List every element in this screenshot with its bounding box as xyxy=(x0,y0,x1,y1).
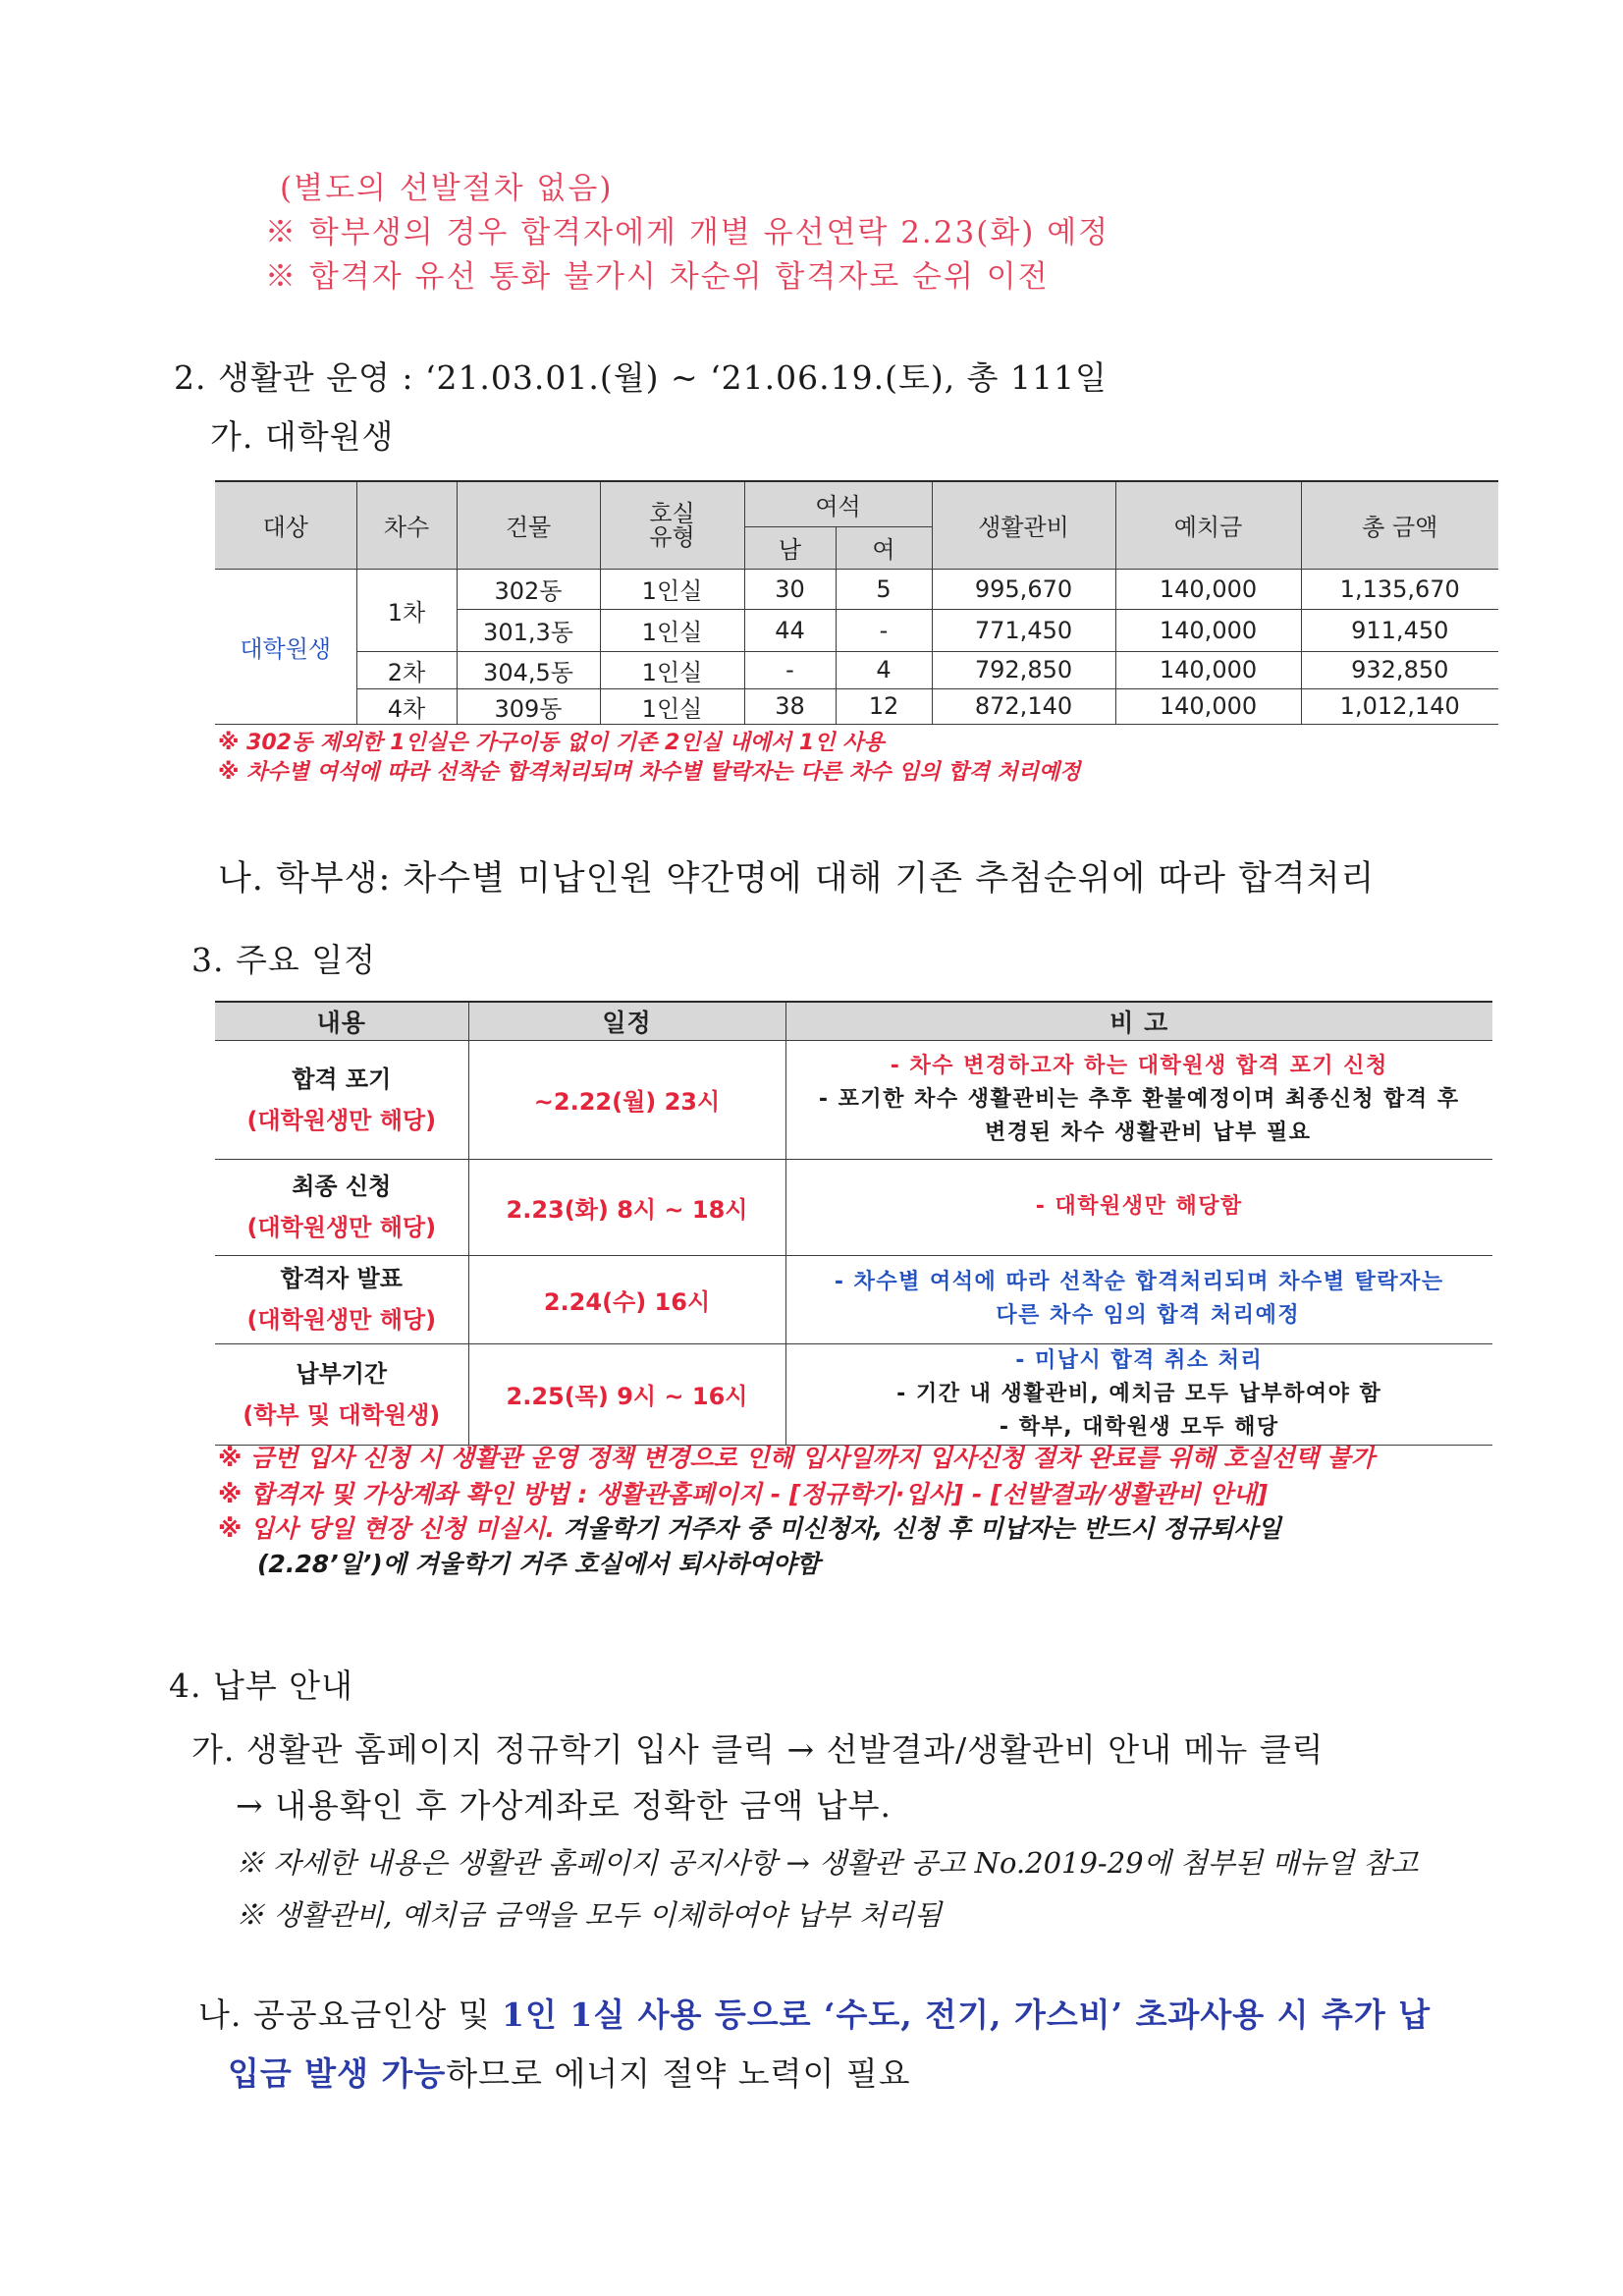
grad-table-note-single-room: ※ 302동 제외한 1인실은 가구이동 없이 기존 2인실 내에서 1인 사용 xyxy=(218,731,885,755)
cell-male: - xyxy=(744,651,836,688)
intro-transfer-notice: ※ 합격자 유선 통화 불가시 차순위 합격자로 순위 이전 xyxy=(265,259,1050,295)
table-row xyxy=(215,1159,1492,1255)
table-row xyxy=(215,1040,1492,1159)
payment-note-manual: ※ 자세한 내용은 생활관 홈페이지 공지사항 → 생활관 공고 No.2019-29에 첨부된 매뉴얼 참고 xyxy=(236,1846,1419,1880)
section2-heading: 2. 생활관 운영 : ‘21.03.01.(월) ~ ‘21.06.19.(토), 총 111일 xyxy=(174,358,1108,397)
schedule-note-check-method: ※ 합격자 및 가상계좌 확인 방법 : 생활관홈페이지 - [정규학기·입사] - [선발결과/생활관비 안내] xyxy=(218,1480,1269,1508)
energy-notice-line1 xyxy=(198,1993,1431,2038)
table-header-row xyxy=(215,481,1498,526)
remark-line: 변경된 차수 생활관비 납부 필요 xyxy=(985,1120,1312,1145)
cell-group: 대학원생 xyxy=(215,569,356,724)
cell-building: 301,3동 xyxy=(457,609,600,651)
schedule-table xyxy=(215,1001,1492,1446)
cell-female: 5 xyxy=(836,569,932,609)
cell-female: - xyxy=(836,609,932,651)
schedule-note-policy: ※ 금번 입사 신청 시 생활관 운영 정책 변경으로 인해 입사일까지 입사신청 절차 완료를 위해 호실선택 불가 xyxy=(218,1444,1375,1472)
col-header-deposit: 예치금 xyxy=(1115,481,1301,569)
cell-content xyxy=(215,1255,468,1343)
grad-table-note-first-come: ※ 차수별 여석에 따라 선착순 합격처리되며 차수별 탈락자는 다른 차수 임의 합격 처리예정 xyxy=(218,760,1081,785)
col-header-schedule: 일정 xyxy=(468,1002,785,1040)
cell-fee: 792,850 xyxy=(932,651,1115,688)
item-scope: (대학원생만 해당) xyxy=(246,1106,437,1134)
cell-total: 911,450 xyxy=(1301,609,1498,651)
col-header-remarks: 비 고 xyxy=(785,1002,1492,1040)
section3-heading: 3. 주요 일정 xyxy=(191,941,376,979)
section4-heading: 4. 납부 안내 xyxy=(169,1667,353,1705)
cell-round: 1차 xyxy=(356,569,457,651)
remark-line: - 기간 내 생활관비, 예치금 모두 납부하여야 함 xyxy=(896,1381,1382,1406)
table-row xyxy=(215,569,1498,609)
cell-schedule: 2.25(목) 9시 ~ 16시 xyxy=(468,1343,785,1445)
col-header-fee: 생활관비 xyxy=(932,481,1115,569)
cell-content xyxy=(215,1159,468,1255)
item-scope: (대학원생만 해당) xyxy=(246,1306,437,1334)
cell-room-type: 1인실 xyxy=(600,651,744,688)
col-header-target: 대상 xyxy=(215,481,356,569)
room-type-line1: 호실 xyxy=(649,499,695,527)
table-row xyxy=(215,651,1498,688)
cell-remarks xyxy=(785,1255,1492,1343)
cell-round: 4차 xyxy=(356,688,457,724)
remark-line: - 차수 변경하고자 하는 대학원생 합격 포기 신청 xyxy=(890,1053,1388,1078)
intro-no-selection-note: (별도의 선발절차 없음) xyxy=(280,171,614,206)
cell-fee: 872,140 xyxy=(932,688,1115,724)
cell-fee: 771,450 xyxy=(932,609,1115,651)
energy-notice-plain: 하므로 에너지 절약 노력이 필요 xyxy=(446,2054,911,2093)
col-header-round: 차수 xyxy=(356,481,457,569)
cell-remarks xyxy=(785,1040,1492,1159)
table-row xyxy=(215,1255,1492,1343)
table-row xyxy=(215,1343,1492,1445)
cell-room-type: 1인실 xyxy=(600,569,744,609)
onsite-note-black: 겨울학기 거주자 중 미신청자, 신청 후 미납자는 반드시 정규퇴사일 xyxy=(554,1514,1281,1543)
intro-phone-notice: ※ 학부생의 경우 합격자에게 개별 유선연락 2.23(화) 예정 xyxy=(265,215,1110,250)
payment-step-line1: 가. 생활관 홈페이지 정규학기 입사 클릭 → 선발결과/생활관비 안내 메뉴 클릭 xyxy=(191,1730,1325,1769)
col-header-room-type xyxy=(600,481,744,569)
cell-remarks xyxy=(785,1159,1492,1255)
cell-schedule: 2.23(화) 8시 ~ 18시 xyxy=(468,1159,785,1255)
col-header-content: 내용 xyxy=(215,1002,468,1040)
cell-male: 44 xyxy=(744,609,836,651)
col-header-female: 여 xyxy=(836,526,932,569)
cell-female: 12 xyxy=(836,688,932,724)
cell-deposit: 140,000 xyxy=(1115,609,1301,651)
col-header-vacancy: 여석 xyxy=(744,481,932,526)
item-scope: (학부 및 대학원생) xyxy=(243,1400,441,1429)
col-header-male: 남 xyxy=(744,526,836,569)
item-title: 합격자 발표 xyxy=(280,1265,403,1292)
room-type-line2: 유형 xyxy=(649,522,695,551)
cell-deposit: 140,000 xyxy=(1115,569,1301,609)
cell-schedule: 2.24(수) 16시 xyxy=(468,1255,785,1343)
schedule-note-checkout: (2.28’일’)에 겨울학기 거주 호실에서 퇴사하여야함 xyxy=(257,1550,821,1578)
cell-deposit: 140,000 xyxy=(1115,651,1301,688)
cell-room-type: 1인실 xyxy=(600,688,744,724)
graduate-fee-table xyxy=(215,480,1498,725)
remark-line: - 대학원생만 해당함 xyxy=(1035,1194,1243,1219)
energy-notice-line2 xyxy=(228,2051,911,2097)
schedule-note-onsite xyxy=(218,1512,1281,1546)
onsite-note-red: ※ 입사 당일 현장 신청 미실시. xyxy=(218,1514,555,1543)
table-row xyxy=(215,688,1498,724)
cell-building: 304,5동 xyxy=(457,651,600,688)
cell-building: 302동 xyxy=(457,569,600,609)
remark-line: 다른 차수 임의 합격 처리예정 xyxy=(996,1303,1301,1328)
item-title: 최종 신청 xyxy=(292,1173,392,1200)
col-header-building: 건물 xyxy=(457,481,600,569)
item-scope: (대학원생만 해당) xyxy=(246,1214,437,1241)
cell-female: 4 xyxy=(836,651,932,688)
energy-notice-emphasis: 입금 발생 가능 xyxy=(228,2054,447,2093)
payment-note-transfer: ※ 생활관비, 예치금 금액을 모두 이체하여야 납부 처리됨 xyxy=(236,1898,943,1932)
undergrad-line: 나. 학부생: 차수별 미납인원 약간명에 대해 기존 추첨순위에 따라 합격처리 xyxy=(218,859,1376,899)
cell-total: 1,135,670 xyxy=(1301,569,1498,609)
cell-round: 2차 xyxy=(356,651,457,688)
remark-line: - 학부, 대학원생 모두 해당 xyxy=(999,1414,1279,1440)
cell-deposit: 140,000 xyxy=(1115,688,1301,724)
table-header-row xyxy=(215,1002,1492,1040)
cell-schedule: ~2.22(월) 23시 xyxy=(468,1040,785,1159)
col-header-total: 총 금액 xyxy=(1301,481,1498,569)
cell-content xyxy=(215,1343,468,1445)
cell-male: 30 xyxy=(744,569,836,609)
remark-line: - 미납시 합격 취소 처리 xyxy=(1015,1347,1264,1373)
grad-subheading: 가. 대학원생 xyxy=(210,417,395,456)
cell-building: 309동 xyxy=(457,688,600,724)
cell-content xyxy=(215,1040,468,1159)
item-title: 납부기간 xyxy=(296,1359,388,1388)
remark-line: - 포기한 차수 생활관비는 추후 환불예정이며 최종신청 합격 후 xyxy=(818,1086,1460,1112)
payment-step-line2: → 내용확인 후 가상계좌로 정확한 금액 납부. xyxy=(236,1786,893,1825)
cell-male: 38 xyxy=(744,688,836,724)
energy-notice-emphasis: 1인 1실 사용 등으로 ‘수도, 전기, 가스비’ 초과사용 시 추가 납 xyxy=(501,1995,1432,2034)
cell-room-type: 1인실 xyxy=(600,609,744,651)
item-title: 합격 포기 xyxy=(292,1065,392,1093)
remark-line: - 차수별 여석에 따라 선착순 합격처리되며 차수별 탈락자는 xyxy=(834,1270,1444,1294)
energy-notice-plain: 나. 공공요금인상 및 xyxy=(198,1995,502,2034)
cell-total: 932,850 xyxy=(1301,651,1498,688)
cell-remarks xyxy=(785,1343,1492,1445)
cell-total: 1,012,140 xyxy=(1301,688,1498,724)
cell-fee: 995,670 xyxy=(932,569,1115,609)
